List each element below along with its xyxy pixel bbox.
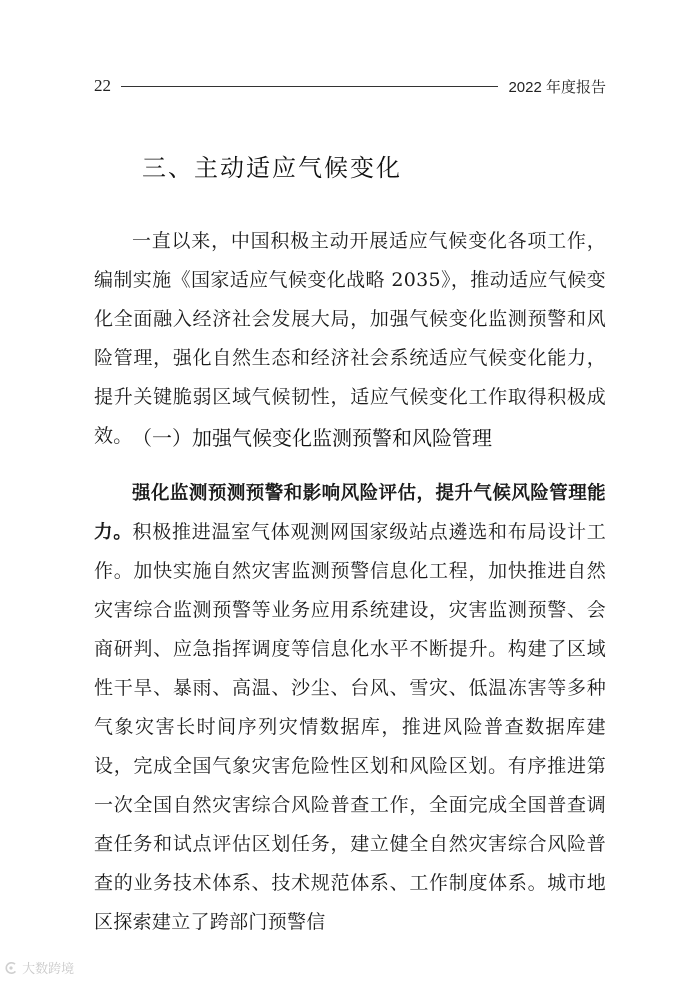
paragraph-2-lead: 强化监测预测预警和影响风险评估，提升气候风险管理能力。 xyxy=(94,483,606,543)
header-rule xyxy=(121,86,498,87)
circle-logo-icon xyxy=(4,961,18,975)
page-header xyxy=(94,74,606,98)
watermark-text: 大数跨境 xyxy=(22,962,75,977)
running-title: 2022 年度报告 xyxy=(508,78,606,96)
watermark xyxy=(4,958,74,977)
paragraph-2-text: 积极推进温室气体观测网国家级站点遴选和布局设计工作。加快实施自然灾害监测预警信息化工程，加快推进自然灾害综合监测预警等业务应用系统建设，灾害监测预警、会商研判、应急指挥调度等信息化水平不断提升。构建了区域性干旱、暴雨、高温、沙尘、台风、雪灾、低温冻害等多种气象灾害长时间序列灾情数据库，推进风险普查数据库建设，完成全国气象灾害危险性区划和风险区划。有序推进第一次全国自然灾害综合风险普查工作，全面完成全国普查调查任务和试点评估区划任务，建立健全自然灾害综合风险普查的业务技术体系、技术规范体系、工作制度体系。城市地区探索建立了跨部门预警信 xyxy=(94,521,606,933)
body-paragraph-2 xyxy=(94,474,606,942)
subsection-title: （一）加强气候变化监测预警和风险管理 xyxy=(132,426,492,450)
page-number: 22 xyxy=(94,76,111,95)
body-paragraph-1 xyxy=(94,222,606,456)
paragraph-1-text: 一直以来，中国积极主动开展适应气候变化各项工作，编制实施《国家适应气候变化战略 2035》，推动适应气候变化全面融入经济社会发展大局，加强气候变化监测预警和风险管理，强化自然生态和经济社会系统适应气候变化能力，提升关键脆弱区域气候韧性，适应气候变化工作取得积极成效。 xyxy=(94,230,606,447)
section-title: 三、主动适应气候变化 xyxy=(142,154,402,182)
